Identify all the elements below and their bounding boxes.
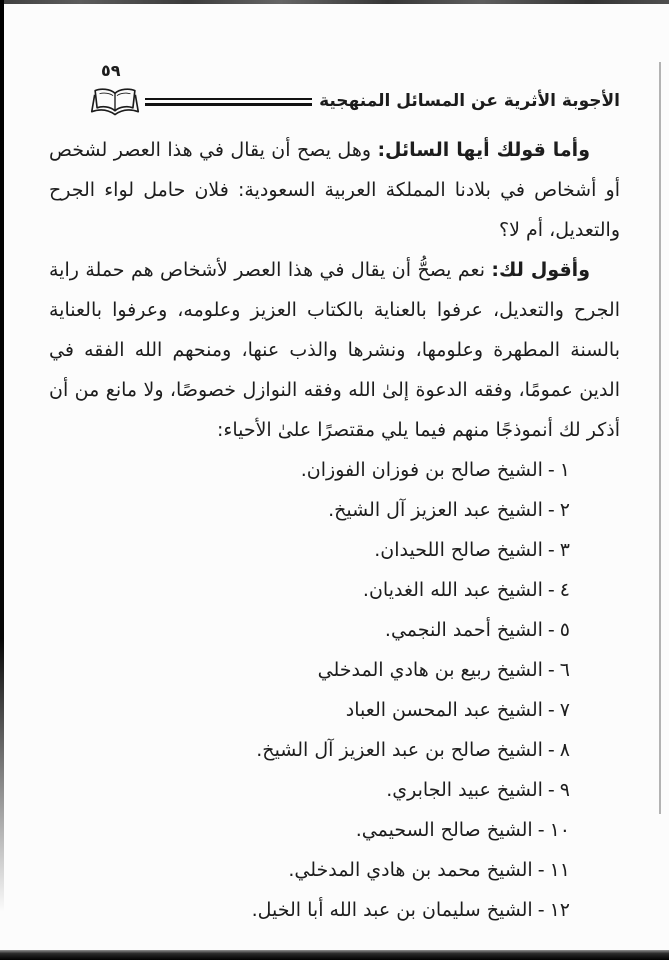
item-number: ١٠ xyxy=(549,819,570,841)
list-item xyxy=(49,530,570,570)
item-separator: - xyxy=(537,899,545,921)
scan-edge-top xyxy=(0,0,669,4)
item-separator: - xyxy=(547,659,555,681)
list-item xyxy=(49,490,570,530)
item-number: ٥ xyxy=(559,619,570,641)
item-number: ٢ xyxy=(559,499,570,521)
item-number: ١١ xyxy=(549,859,570,881)
item-number: ٩ xyxy=(559,779,570,801)
item-number: ٣ xyxy=(559,539,570,561)
list-item xyxy=(49,770,570,810)
item-separator: - xyxy=(547,739,555,761)
item-name: الشيخ صالح بن فوزان الفوزان. xyxy=(300,459,543,481)
list-item xyxy=(49,650,570,690)
list-item xyxy=(49,610,570,650)
item-separator: - xyxy=(547,619,555,641)
item-separator: - xyxy=(547,459,555,481)
item-separator: - xyxy=(547,499,555,521)
scan-edge-left xyxy=(0,0,4,912)
paragraph-lead: وأما قولك أيها السائل: xyxy=(377,139,590,161)
item-name: الشيخ عبد العزيز آل الشيخ. xyxy=(328,499,543,521)
item-separator: - xyxy=(537,859,545,881)
item-number: ٤ xyxy=(559,579,570,601)
item-name: الشيخ صالح السحيمي. xyxy=(355,819,533,841)
paragraph-text: نعم يصحُّ أن يقال في هذا العصر لأشخاص هم حملة راية الجرح والتعديل، عرفوا بالعناية بالكتاب العزيز وعلومه، وعرفوا بالعناية بالسنة المطهرة وعلومها، ونشرها والذب عنها، ومنحهم الله الفقه في الدين عمومًا، وفقه الدعوة إلىٰ الله وفقه النوازل خصوصًا، ولا مانع من أن أذكر لك أنموذجًا منهم فيما يلي مقتصرًا علىٰ الأحياء: xyxy=(49,259,620,441)
open-book-icon xyxy=(90,86,140,117)
item-name: الشيخ سليمان بن عبد الله أبا الخيل. xyxy=(251,899,533,921)
scan-edge-bottom xyxy=(0,950,669,960)
page-number: ٥٩ xyxy=(101,61,121,80)
header-rule xyxy=(145,98,312,106)
question-paragraph xyxy=(49,130,620,250)
item-number: ٨ xyxy=(559,739,570,761)
item-number: ٦ xyxy=(559,659,570,681)
item-separator: - xyxy=(547,699,555,721)
page-header xyxy=(90,84,620,118)
item-name: الشيخ محمد بن هادي المدخلي. xyxy=(288,859,533,881)
answer-paragraph xyxy=(49,250,620,450)
paragraph-lead: وأقول لك: xyxy=(491,259,591,281)
book-title: الأجوبة الأثرية عن المسائل المنهجية xyxy=(319,91,620,111)
list-item xyxy=(49,850,570,890)
scan-edge-right xyxy=(659,62,661,814)
item-name: الشيخ صالح بن عبد العزيز آل الشيخ. xyxy=(256,739,543,761)
item-name: الشيخ عبيد الجابري. xyxy=(386,779,543,801)
list-item xyxy=(49,450,570,490)
page-body xyxy=(49,130,620,930)
item-separator: - xyxy=(547,579,555,601)
item-separator: - xyxy=(547,539,555,561)
list-item xyxy=(49,810,570,850)
item-name: الشيخ عبد الله الغديان. xyxy=(362,579,543,601)
list-item xyxy=(49,890,570,930)
item-name: الشيخ ربيع بن هادي المدخلي xyxy=(317,659,543,681)
item-number: ١ xyxy=(559,459,570,481)
list-item xyxy=(49,730,570,770)
item-number: ١٢ xyxy=(549,899,570,921)
item-name: الشيخ عبد المحسن العباد xyxy=(345,699,543,721)
list-item xyxy=(49,570,570,610)
sheikh-list xyxy=(49,450,620,930)
item-separator: - xyxy=(537,819,545,841)
item-separator: - xyxy=(547,779,555,801)
item-name: الشيخ أحمد النجمي. xyxy=(384,619,543,641)
paragraph-text: وهل يصح أن يقال في هذا العصر لشخص أو أشخاص في بلادنا المملكة العربية السعودية: فلان حامل لواء الجرح والتعديل، أم لا؟ xyxy=(49,139,620,241)
list-item xyxy=(49,690,570,730)
item-number: ٧ xyxy=(559,699,570,721)
item-name: الشيخ صالح اللحيدان. xyxy=(374,539,543,561)
